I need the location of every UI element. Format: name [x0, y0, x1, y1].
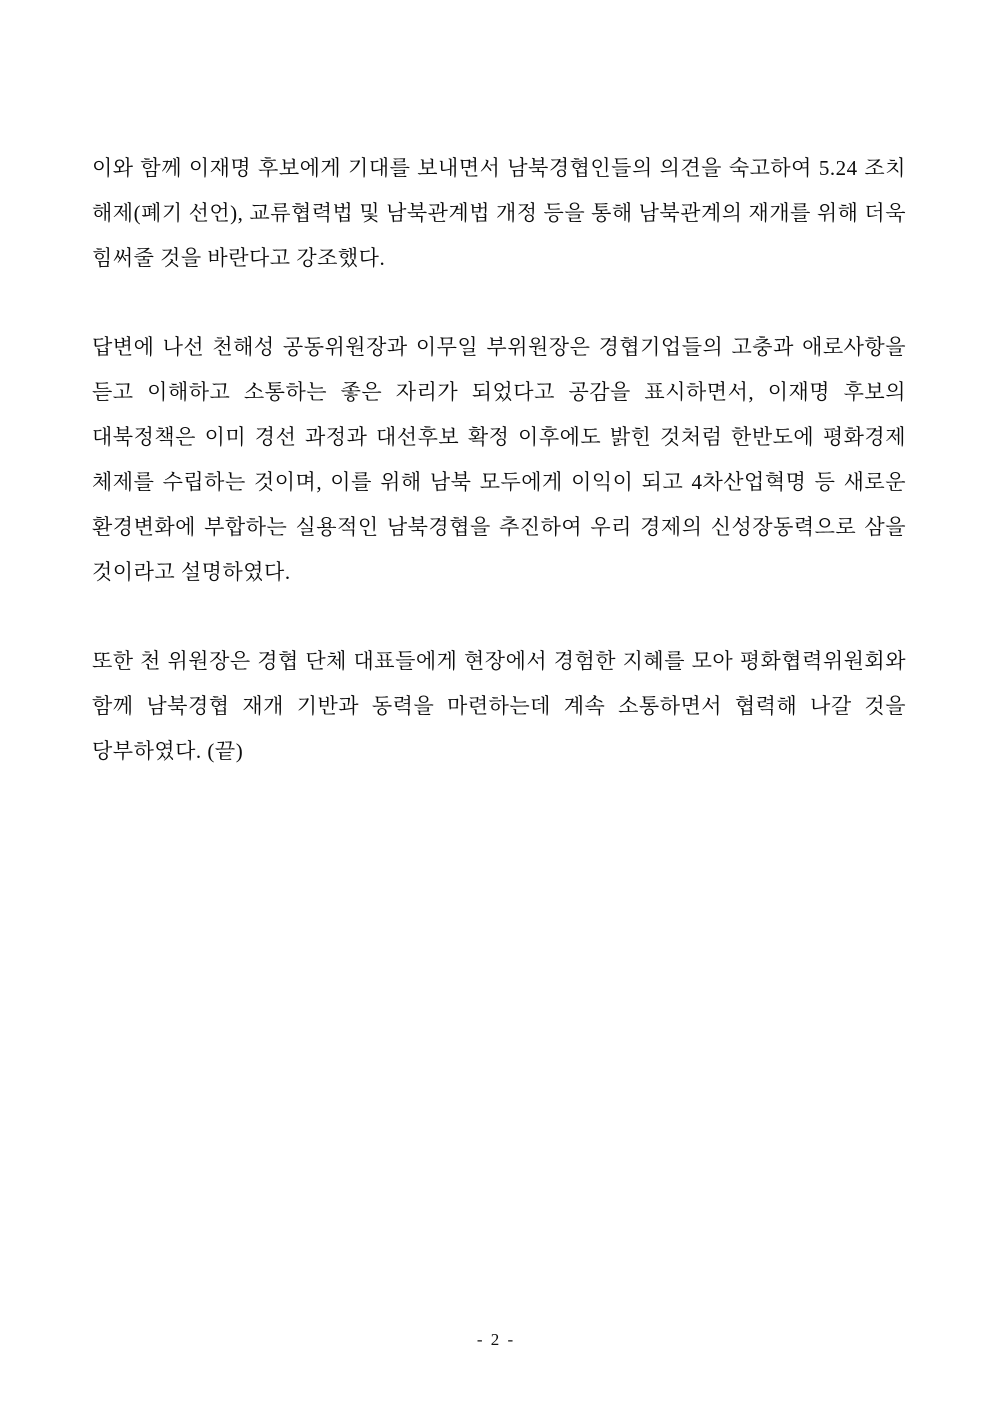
- document-body: [92, 146, 906, 774]
- body-paragraph-1: 이와 함께 이재명 후보에게 기대를 보내면서 남북경협인들의 의견을 숙고하여 5.24 조치 해제(폐기 선언), 교류협력법 및 남북관계법 개정 등을 통해 남북관계의 재개를 위해 더욱 힘써줄 것을 바란다고 강조했다.: [92, 156, 906, 270]
- body-paragraph-2: 답변에 나선 천해성 공동위원장과 이무일 부위원장은 경협기업들의 고충과 애로사항을 듣고 이해하고 소통하는 좋은 자리가 되었다고 공감을 표시하면서, 이재명 후보의 대북정책은 이미 경선 과정과 대선후보 확정 이후에도 밝힌 것처럼 한반도에 평화경제 체제를 수립하는 것이며, 이를 위해 남북 모두에게 이익이 되고 4차산업혁명 등 새로운 환경변화에 부합하는 실용적인 남북경협을 추진하여 우리 경제의 신성장동력으로 삼을 것이라고 설명하였다.: [92, 335, 906, 584]
- page-number: - 2 -: [476, 1330, 516, 1349]
- body-paragraph-3: 또한 천 위원장은 경협 단체 대표들에게 현장에서 경험한 지혜를 모아 평화협력위원회와 함께 남북경협 재개 기반과 동력을 마련하는데 계속 소통하면서 협력해 나갈 것을 당부하였다. (끝): [92, 649, 906, 763]
